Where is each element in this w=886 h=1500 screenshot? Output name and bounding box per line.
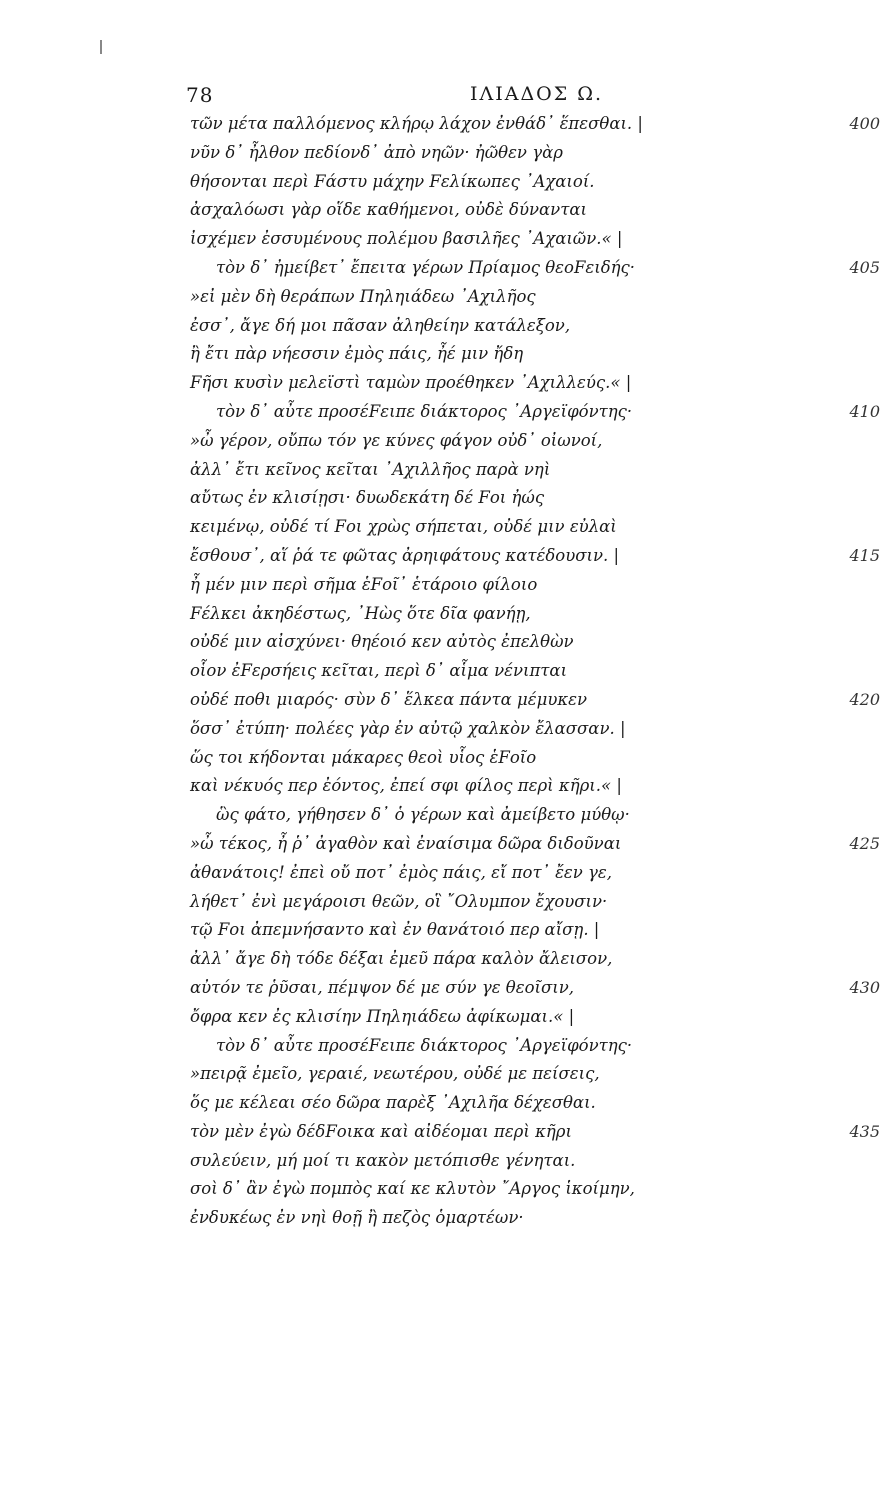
verse-text: οὐδέ ποθι μιαρός· σὺν δ᾽ ἕλκεα πάντα μέμυκεν bbox=[190, 689, 588, 709]
verse-text: οἷον ἐFερσήεις κεῖται, περὶ δ᾽ αἷμα νένιπται bbox=[190, 661, 568, 681]
verse-line bbox=[190, 715, 750, 744]
verse-line bbox=[190, 1060, 750, 1089]
margin-mark bbox=[100, 40, 102, 54]
line-number: 425 bbox=[849, 833, 880, 853]
verse-text: ὅσσ᾽ ἐτύπη· πολέες γὰρ ἐν αὐτῷ χαλκὸν ἔλασσαν. | bbox=[190, 718, 626, 738]
verse-line bbox=[190, 398, 880, 427]
verse-line bbox=[190, 369, 750, 398]
verse-line bbox=[190, 628, 750, 657]
verse-text: »ὦ γέρον, οὔπω τόν γε κύνες φάγον οὐδ᾽ οἰωνοί, bbox=[190, 430, 603, 450]
verse-line bbox=[190, 744, 750, 773]
verse-text: Fῆσι κυσὶν μελεϊστὶ ταμὼν προέθηκεν ᾽Αχιλλεύς.« | bbox=[190, 373, 632, 393]
line-number: 435 bbox=[849, 1121, 880, 1141]
verse-line bbox=[190, 1175, 750, 1204]
line-number: 400 bbox=[849, 114, 880, 133]
verse-text: κειμένῳ, οὐδέ τί Fοι χρὼς σήπεται, οὐδέ μιν εὐλαὶ bbox=[190, 517, 617, 537]
verse-line bbox=[190, 340, 750, 369]
verse-line bbox=[190, 542, 880, 571]
verse-text: ἀλλ᾽ ἔτι κεῖνος κεῖται ᾽Αχιλλῆος παρὰ νηὶ bbox=[190, 459, 551, 479]
verse-text: τὸν δ᾽ ἠμείβετ᾽ ἔπειτα γέρων Πρίαμος θεοFειδής· bbox=[216, 257, 636, 277]
verse-text: ἔσθουσ᾽, αἵ ῥά τε φῶτας ἀρηιφάτους κατέδουσιν. | bbox=[190, 545, 620, 565]
line-number: 420 bbox=[849, 689, 880, 709]
verse-line bbox=[190, 254, 880, 283]
verse-line bbox=[190, 283, 750, 312]
verse-text: σοὶ δ᾽ ἂν ἐγὼ πομπὸς καί κε κλυτὸν ῎Αργος ἱκοίμην, bbox=[190, 1179, 635, 1199]
verse-line bbox=[190, 1204, 750, 1233]
verse-text: ἰσχέμεν ἐσσυμένους πολέμου βασιλῆες ᾽Αχαιῶν.« | bbox=[190, 229, 623, 249]
verse-line bbox=[190, 571, 750, 600]
verse-line bbox=[190, 312, 750, 341]
verse-text: ὣς φάτο, γήθησεν δ᾽ ὁ γέρων καὶ ἀμείβετο μύθῳ· bbox=[216, 805, 630, 825]
verse-line bbox=[190, 1003, 750, 1032]
verse-text: οὐδέ μιν αἰσχύνει· θηέοιό κεν αὐτὸς ἐπελθὼν bbox=[190, 632, 574, 652]
verse-text: ὄφρα κεν ἐς κλισίην Πηληιάδεω ἀφίκωμαι.« | bbox=[190, 1006, 575, 1026]
verse-text: συλεύειν, μή μοί τι κακὸν μετόπισθε γένηται. bbox=[190, 1150, 576, 1170]
verse-line bbox=[190, 225, 750, 254]
verse-text: τῶν μέτα παλλόμενος κλήρῳ λάχον ἐνθάδ᾽ ἕπεσθαι. | bbox=[190, 114, 643, 133]
verse-text: »ὦ τέκος, ἦ ῥ᾽ ἀγαθὸν καὶ ἐναίσιμα δῶρα διδοῦναι bbox=[190, 833, 622, 853]
verse-text: ἐσσ᾽, ἄγε δή μοι πᾶσαν ἀληθείην κατάλεξον, bbox=[190, 315, 571, 335]
line-number: 430 bbox=[849, 977, 880, 997]
verse-text: ἀσχαλόωσι γὰρ οἵδε καθήμενοι, οὐδὲ δύνανται bbox=[190, 200, 587, 220]
verse-line bbox=[190, 888, 750, 917]
verse-text: ὅς με κέλεαι σέο δῶρα παρὲξ ᾽Αχιλῆα δέχεσθαι. bbox=[190, 1093, 596, 1113]
line-number: 415 bbox=[849, 545, 880, 565]
verse-block bbox=[190, 110, 880, 1233]
verse-line bbox=[190, 1147, 750, 1176]
verse-line bbox=[190, 945, 750, 974]
verse-text: αὐτόν τε ῥῦσαι, πέμψον δέ με σύν γε θεοῖσιν, bbox=[190, 977, 574, 997]
verse-line bbox=[190, 772, 750, 801]
verse-text: τὸν δ᾽ αὖτε προσέFειπε διάκτορος ᾽Αργεϊφόντης· bbox=[216, 401, 633, 421]
verse-line bbox=[190, 513, 750, 542]
verse-line bbox=[190, 484, 750, 513]
verse-text: ἀθανάτοις! ἐπεὶ οὔ ποτ᾽ ἐμὸς πάις, εἴ ποτ᾽ ἔεν γε, bbox=[190, 862, 613, 882]
verse-line bbox=[190, 168, 750, 197]
verse-text: νῦν δ᾽ ἦλθον πεδίονδ᾽ ἀπὸ νηῶν· ἠῶθεν γὰρ bbox=[190, 142, 563, 162]
verse-line bbox=[190, 1089, 750, 1118]
verse-line bbox=[190, 686, 880, 715]
verse-text: θήσονται περὶ Fάστυ μάχην Fελίκωπες ᾽Αχαιοί. bbox=[190, 171, 595, 191]
verse-line bbox=[190, 139, 750, 168]
verse-text: καὶ νέκυός περ ἐόντος, ἐπεί σφι φίλος περὶ κῆρι.« | bbox=[190, 776, 622, 796]
line-number: 405 bbox=[849, 257, 880, 277]
running-head: ΙΛΙΑΔΟΣ Ω. bbox=[470, 83, 604, 105]
verse-text: λήθετ᾽ ἐνὶ μεγάροισι θεῶν, οἳ ῎Ολυμπον ἔχουσιν· bbox=[190, 891, 608, 911]
line-number: 410 bbox=[849, 401, 880, 421]
verse-text: »εἰ μὲν δὴ θεράπων Πηληιάδεω ᾽Αχιλῆος bbox=[190, 286, 536, 306]
verse-line bbox=[190, 974, 880, 1003]
verse-line bbox=[190, 196, 750, 225]
verse-line bbox=[190, 1118, 880, 1147]
verse-line bbox=[190, 859, 750, 888]
verse-text: ἢ ἔτι πὰρ νήεσσιν ἐμὸς πάις, ἦέ μιν ἤδη bbox=[190, 344, 524, 364]
verse-text: »πειρᾷ ἐμεῖο, γεραιέ, νεωτέρου, οὐδέ με πείσεις, bbox=[190, 1064, 600, 1084]
verse-line bbox=[190, 657, 750, 686]
verse-text: ἦ μέν μιν περὶ σῆμα ἑFοῖ᾽ ἑτάροιο φίλοιο bbox=[190, 574, 538, 594]
verse-line bbox=[190, 110, 880, 139]
verse-text: ἐνδυκέως ἐν νηὶ θοῇ ἢ πεζὸς ὁμαρτέων· bbox=[190, 1208, 524, 1228]
verse-line bbox=[190, 801, 750, 830]
verse-line bbox=[190, 456, 750, 485]
verse-text: Fέλκει ἀκηδέστως, ᾽Ηὼς ὅτε δῖα φανήῃ, bbox=[190, 603, 531, 623]
verse-text: τῷ Fοι ἀπεμνήσαντο καὶ ἐν θανάτοιό περ αἴσῃ. | bbox=[190, 920, 600, 940]
verse-line bbox=[190, 600, 750, 629]
verse-text: τὸν μὲν ἐγὼ δέδFοικα καὶ αἰδέομαι περὶ κῆρι bbox=[190, 1121, 572, 1141]
verse-text: αὔτως ἐν κλισίῃσι· δυωδεκάτη δέ Fοι ἠώς bbox=[190, 488, 545, 508]
verse-line bbox=[190, 916, 750, 945]
verse-text: ἀλλ᾽ ἄγε δὴ τόδε δέξαι ἐμεῦ πάρα καλὸν ἄλεισον, bbox=[190, 949, 613, 969]
page-number: 78 bbox=[186, 83, 214, 107]
verse-text: ὥς τοι κήδονται μάκαρες θεοὶ υἷος ἑFοῖο bbox=[190, 747, 537, 767]
verse-text: τὸν δ᾽ αὖτε προσέFειπε διάκτορος ᾽Αργεϊφόντης· bbox=[216, 1035, 633, 1055]
verse-line bbox=[190, 830, 880, 859]
verse-line bbox=[190, 427, 750, 456]
verse-line bbox=[190, 1032, 750, 1061]
